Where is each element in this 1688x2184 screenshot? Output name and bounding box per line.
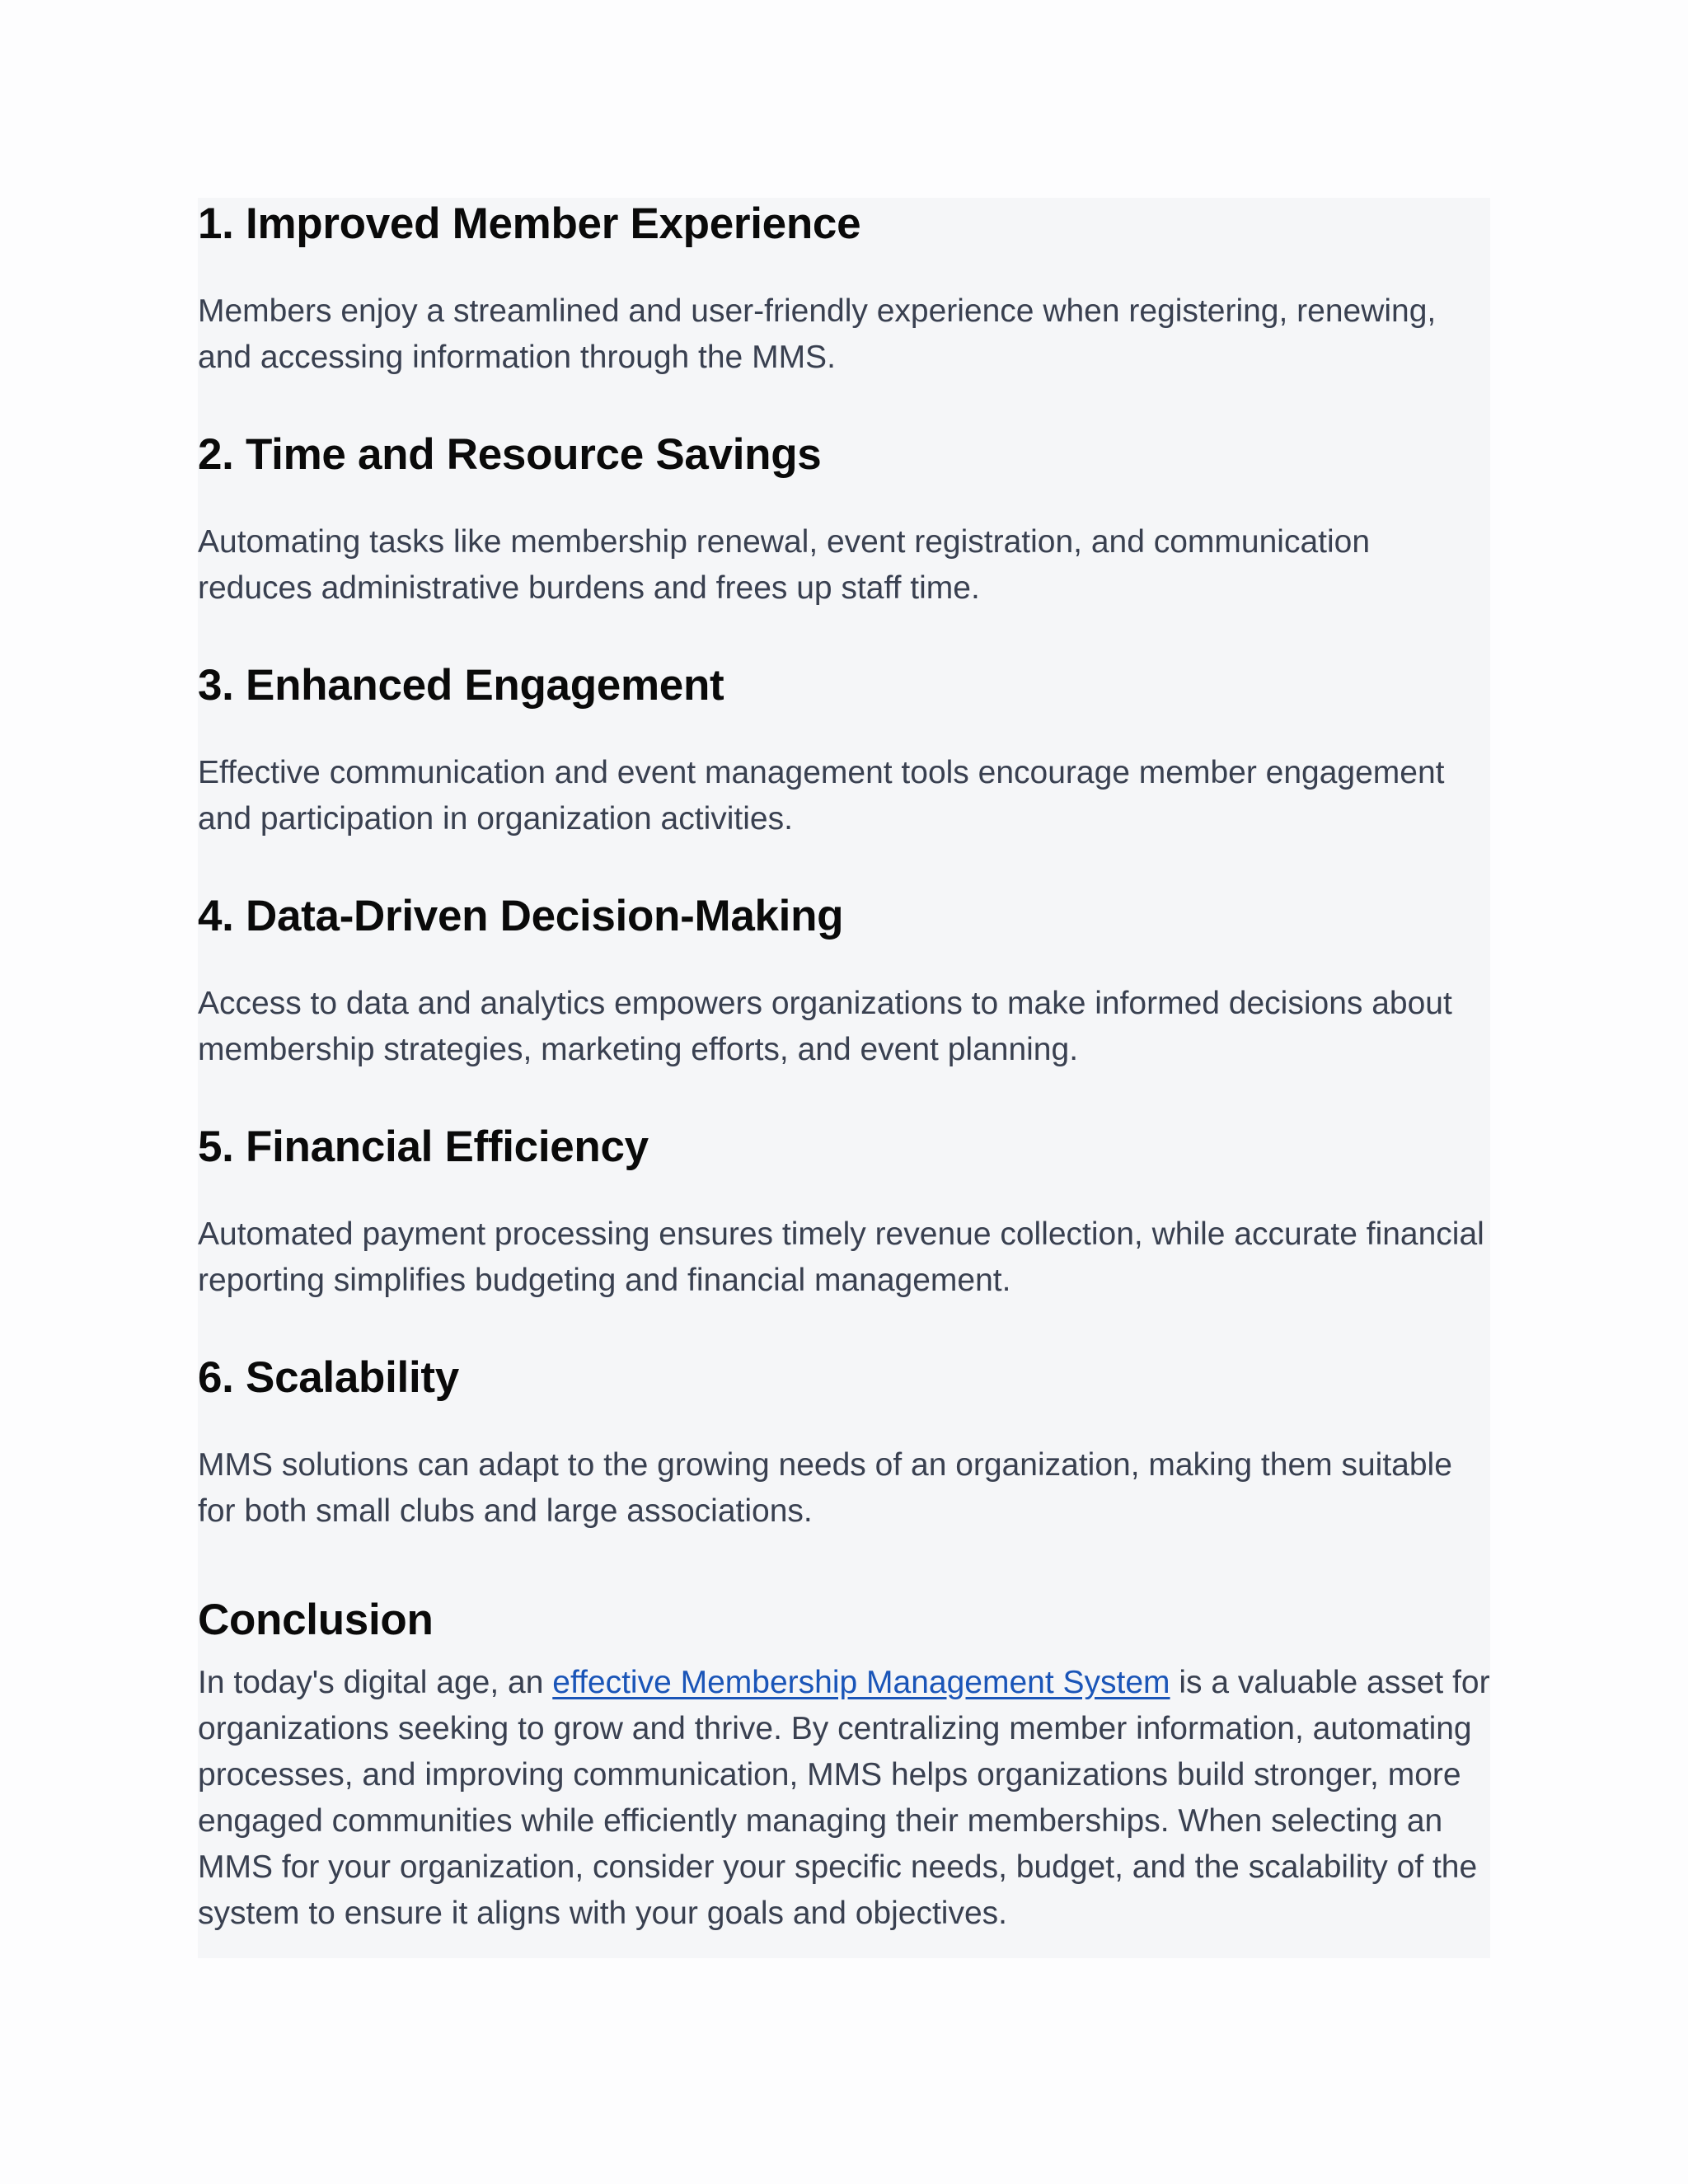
conclusion-text-before-link: In today's digital age, an <box>198 1665 553 1700</box>
section-heading: 4. Data-Driven Decision-Making <box>198 892 844 940</box>
section-time-and-resource-savings <box>198 429 1492 612</box>
conclusion-body <box>198 1660 1492 1937</box>
section-body: Automated payment processing ensures timely revenue collection, while accurate financial reporting simplifies budgeting and financial management. <box>198 1216 1484 1298</box>
section-body: MMS solutions can adapt to the growing needs of an organization, making them suitable for both small clubs and large associations. <box>198 1447 1452 1529</box>
section-body: Access to data and analytics empowers organizations to make informed decisions about membership strategies, marketing efforts, and event planning. <box>198 986 1452 1067</box>
section-improved-member-experience <box>198 198 1492 381</box>
conclusion-text-after-link: is a valuable asset for organizations seeking to grow and thrive. By centralizing member information, automating processes, and improving communication, MMS helps organizations build stronger, more engaged communities while efficiently managing their memberships. When selecting an MMS for your organization, consider your specific needs, budget, and the scalability of the system to ensure it aligns with your goals and objectives. <box>198 1665 1490 1931</box>
section-heading: 5. Financial Efficiency <box>198 1122 649 1171</box>
membership-management-system-link[interactable]: effective Membership Management System <box>552 1665 1170 1700</box>
section-heading: 2. Time and Resource Savings <box>198 430 822 479</box>
section-data-driven-decision-making <box>198 890 1492 1073</box>
section-conclusion <box>198 1594 1492 1937</box>
section-enhanced-engagement <box>198 659 1492 842</box>
section-heading: 3. Enhanced Engagement <box>198 661 724 710</box>
section-body: Members enjoy a streamlined and user-friendly experience when registering, renewing, and accessing information through the MMS. <box>198 293 1437 375</box>
section-heading: 6. Scalability <box>198 1353 459 1402</box>
section-scalability <box>198 1352 1492 1535</box>
conclusion-heading: Conclusion <box>198 1596 434 1644</box>
section-financial-efficiency <box>198 1121 1492 1304</box>
section-body: Effective communication and event management tools encourage member engagement and participation in organization activities. <box>198 755 1445 837</box>
section-heading: 1. Improved Member Experience <box>198 199 861 248</box>
section-body: Automating tasks like membership renewal, event registration, and communication reduces administrative burdens and frees up staff time. <box>198 524 1371 606</box>
